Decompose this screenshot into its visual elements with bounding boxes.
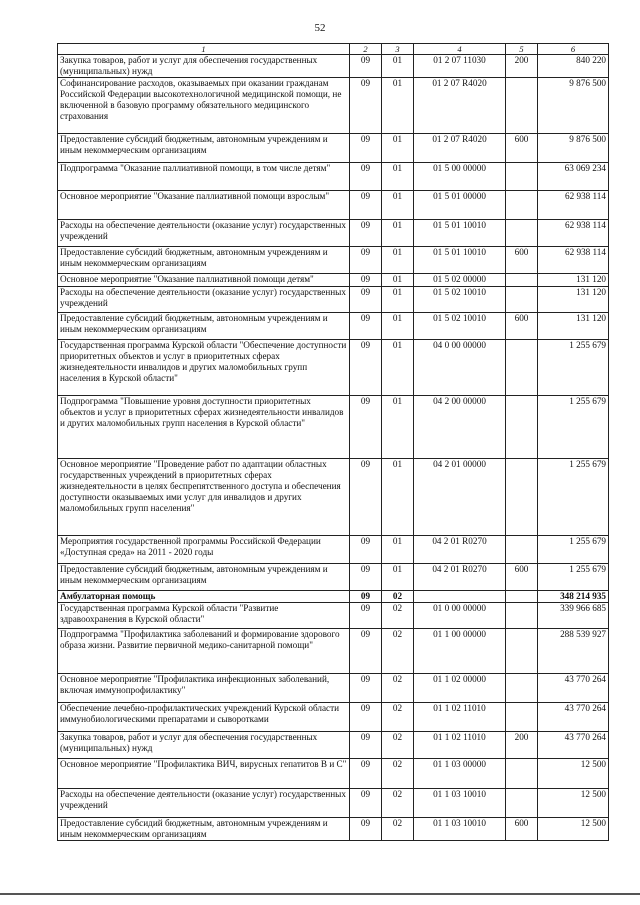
row-amount: 43 770 264 [538,732,609,759]
row-expense-type [506,674,538,703]
row-subsection: 01 [382,274,414,287]
row-amount: 12 500 [538,789,609,818]
table-row [58,759,609,789]
row-subsection: 02 [382,789,414,818]
row-amount: 339 966 685 [538,603,609,629]
table-row [58,274,609,287]
row-expense-type [506,396,538,459]
row-subsection: 01 [382,536,414,564]
row-target-code: 01 1 00 00000 [414,629,506,674]
table-row [58,818,609,841]
row-expense-type [506,287,538,313]
row-target-code: 04 0 00 00000 [414,340,506,396]
row-name: Обеспечение лечебно-профилактических учреждений Курской области иммунобиологическими препаратами и сыворотками [58,703,350,732]
row-expense-type [506,163,538,191]
row-amount: 1 255 679 [538,536,609,564]
row-amount: 43 770 264 [538,703,609,732]
row-expense-type [506,536,538,564]
row-target-code: 01 2 07 11030 [414,55,506,78]
row-target-code: 01 5 02 10010 [414,313,506,340]
row-amount: 12 500 [538,759,609,789]
row-section: 09 [350,759,382,789]
row-target-code: 01 5 01 10010 [414,220,506,247]
row-expense-type [506,340,538,396]
table-row [58,536,609,564]
row-subsection: 02 [382,591,414,603]
row-section: 09 [350,247,382,274]
row-expense-type: 600 [506,134,538,163]
table-row [58,674,609,703]
row-amount: 840 220 [538,55,609,78]
row-name: Основное мероприятие "Проведение работ по адаптации областных государственных учреждений в приоритетных сферах жизнедеятельности в целях беспрепятственного доступа и обеспечения доступности оказываемых ими услуг для инвалидов и других маломобильных групп населения" [58,459,350,536]
table-body [58,55,609,841]
table-row [58,703,609,732]
row-target-code [414,591,506,603]
header-name: 1 [58,44,350,55]
row-target-code: 01 5 01 10010 [414,247,506,274]
row-amount: 1 255 679 [538,340,609,396]
row-subsection: 01 [382,459,414,536]
row-section: 09 [350,313,382,340]
row-section: 09 [350,78,382,134]
row-target-code: 04 2 01 00000 [414,459,506,536]
row-amount: 43 770 264 [538,674,609,703]
table-row [58,459,609,536]
row-expense-type: 600 [506,564,538,591]
row-target-code: 01 0 00 00000 [414,603,506,629]
row-subsection: 02 [382,674,414,703]
page-number: 52 [314,22,326,34]
row-amount: 1 255 679 [538,459,609,536]
row-section: 09 [350,134,382,163]
row-amount: 131 120 [538,313,609,340]
row-expense-type [506,603,538,629]
header-target-code: 4 [414,44,506,55]
row-expense-type [506,459,538,536]
row-expense-type [506,629,538,674]
row-amount: 63 069 234 [538,163,609,191]
row-subsection: 02 [382,759,414,789]
row-expense-type: 200 [506,55,538,78]
row-target-code: 01 1 03 00000 [414,759,506,789]
row-expense-type: 600 [506,818,538,841]
row-amount: 1 255 679 [538,396,609,459]
row-target-code: 01 1 03 10010 [414,789,506,818]
row-name: Расходы на обеспечение деятельности (оказание услуг) государственных учреждений [58,789,350,818]
row-target-code: 01 1 03 10010 [414,818,506,841]
row-subsection: 01 [382,287,414,313]
row-name: Расходы на обеспечение деятельности (оказание услуг) государственных учреждений [58,220,350,247]
row-name: Расходы на обеспечение деятельности (оказание услуг) государственных учреждений [58,287,350,313]
row-section: 09 [350,163,382,191]
row-amount: 9 876 500 [538,78,609,134]
row-name: Предоставление субсидий бюджетным, автономным учреждениям и иным некоммерческим организациям [58,247,350,274]
row-target-code: 01 2 07 R4020 [414,134,506,163]
row-section: 09 [350,591,382,603]
row-amount: 131 120 [538,287,609,313]
table-row [58,732,609,759]
header-section: 2 [350,44,382,55]
row-name: Предоставление субсидий бюджетным, автономным учреждениям и иным некоммерческим организациям [58,134,350,163]
row-target-code: 04 2 01 R0270 [414,536,506,564]
row-subsection: 01 [382,396,414,459]
table-row [58,313,609,340]
row-name: Подпрограмма "Профилактика заболеваний и формирование здорового образа жизни. Развитие первичной медико-санитарной помощи" [58,629,350,674]
row-amount: 288 539 927 [538,629,609,674]
header-amount: 6 [538,44,609,55]
table-row [58,220,609,247]
row-amount: 62 938 114 [538,220,609,247]
row-name: Подпрограмма "Повышение уровня доступности приоритетных объектов и услуг в приоритетных сферах жизнедеятельности инвалидов и других маломобильных групп населения в Курской области" [58,396,350,459]
row-name: Государственная программа Курской области "Развитие здравоохранения в Курской области" [58,603,350,629]
row-subsection: 01 [382,340,414,396]
row-subsection: 01 [382,220,414,247]
table-row [58,287,609,313]
table-row [58,629,609,674]
row-target-code: 04 2 01 R0270 [414,564,506,591]
row-section: 09 [350,564,382,591]
row-name: Мероприятия государственной программы Российской Федерации «Доступная среда» на 2011 - 2020 годы [58,536,350,564]
row-subsection: 02 [382,629,414,674]
row-target-code: 01 1 02 00000 [414,674,506,703]
row-name: Закупка товаров, работ и услуг для обеспечения государственных (муниципальных) нужд [58,732,350,759]
row-subsection: 01 [382,134,414,163]
row-expense-type [506,759,538,789]
row-amount: 62 938 114 [538,247,609,274]
row-name: Государственная программа Курской области "Обеспечение доступности приоритетных объектов и услуг в приоритетных сферах жизнедеятельности инвалидов и других маломобильных групп населения в Курской области" [58,340,350,396]
table-row [58,564,609,591]
row-target-code: 01 5 02 10010 [414,287,506,313]
row-expense-type: 200 [506,732,538,759]
row-section: 09 [350,55,382,78]
table-row [58,247,609,274]
row-section: 09 [350,536,382,564]
row-section: 09 [350,789,382,818]
row-name: Закупка товаров, работ и услуг для обеспечения государственных (муниципальных) нужд [58,55,350,78]
table-row [58,163,609,191]
row-name: Предоставление субсидий бюджетным, автономным учреждениям и иным некоммерческим организациям [58,818,350,841]
row-subsection: 02 [382,732,414,759]
row-subsection: 01 [382,247,414,274]
row-section: 09 [350,396,382,459]
header-row [58,44,609,55]
row-subsection: 01 [382,564,414,591]
row-name: Основное мероприятие "Профилактика инфекционных заболеваний, включая иммунопрофилактику" [58,674,350,703]
row-amount: 9 876 500 [538,134,609,163]
row-section: 09 [350,459,382,536]
table-row [58,78,609,134]
row-subsection: 02 [382,603,414,629]
row-section: 09 [350,629,382,674]
row-subsection: 01 [382,163,414,191]
row-expense-type [506,274,538,287]
row-subsection: 01 [382,313,414,340]
header-subsection: 3 [382,44,414,55]
row-target-code: 01 1 02 11010 [414,732,506,759]
row-expense-type [506,703,538,732]
budget-table [57,43,609,841]
row-target-code: 04 2 00 00000 [414,396,506,459]
row-target-code: 01 2 07 R4020 [414,78,506,134]
row-section: 09 [350,703,382,732]
row-section: 09 [350,274,382,287]
table-row [58,191,609,220]
row-name: Софинансирование расходов, оказываемых при оказании гражданам Российской Федерации высокотехнологичной медицинской помощи, не включенной в базовую программу обязательного медицинского страхования [58,78,350,134]
row-amount: 62 938 114 [538,191,609,220]
header-expense-type: 5 [506,44,538,55]
table-row [58,591,609,603]
table-row [58,55,609,78]
table-row [58,603,609,629]
row-expense-type [506,78,538,134]
row-subsection: 02 [382,703,414,732]
row-section: 09 [350,287,382,313]
row-section: 09 [350,191,382,220]
row-amount: 131 120 [538,274,609,287]
row-section: 09 [350,674,382,703]
row-expense-type [506,220,538,247]
row-expense-type: 600 [506,247,538,274]
row-amount: 348 214 935 [538,591,609,603]
row-section: 09 [350,732,382,759]
row-target-code: 01 5 01 00000 [414,191,506,220]
row-name: Амбулаторная помощь [58,591,350,603]
row-target-code: 01 5 02 00000 [414,274,506,287]
row-section: 09 [350,340,382,396]
row-target-code: 01 1 02 11010 [414,703,506,732]
row-section: 09 [350,603,382,629]
row-name: Основное мероприятие "Профилактика ВИЧ, вирусных гепатитов В и С" [58,759,350,789]
table-row [58,340,609,396]
row-subsection: 01 [382,55,414,78]
row-target-code: 01 5 00 00000 [414,163,506,191]
row-subsection: 01 [382,78,414,134]
row-name: Основное мероприятие "Оказание паллиативной помощи взрослым" [58,191,350,220]
table-row [58,134,609,163]
row-section: 09 [350,818,382,841]
row-expense-type [506,191,538,220]
table-row [58,789,609,818]
table-row [58,396,609,459]
bottom-rule [0,893,640,895]
row-expense-type [506,789,538,818]
row-amount: 1 255 679 [538,564,609,591]
row-name: Предоставление субсидий бюджетным, автономным учреждениям и иным некоммерческим организациям [58,313,350,340]
row-subsection: 02 [382,818,414,841]
row-section: 09 [350,220,382,247]
row-name: Основное мероприятие "Оказание паллиативной помощи детям" [58,274,350,287]
row-expense-type [506,591,538,603]
row-name: Предоставление субсидий бюджетным, автономным учреждениям и иным некоммерческим организациям [58,564,350,591]
row-expense-type: 600 [506,313,538,340]
row-subsection: 01 [382,191,414,220]
row-amount: 12 500 [538,818,609,841]
row-name: Подпрограмма "Оказание паллиативной помощи, в том числе детям" [58,163,350,191]
